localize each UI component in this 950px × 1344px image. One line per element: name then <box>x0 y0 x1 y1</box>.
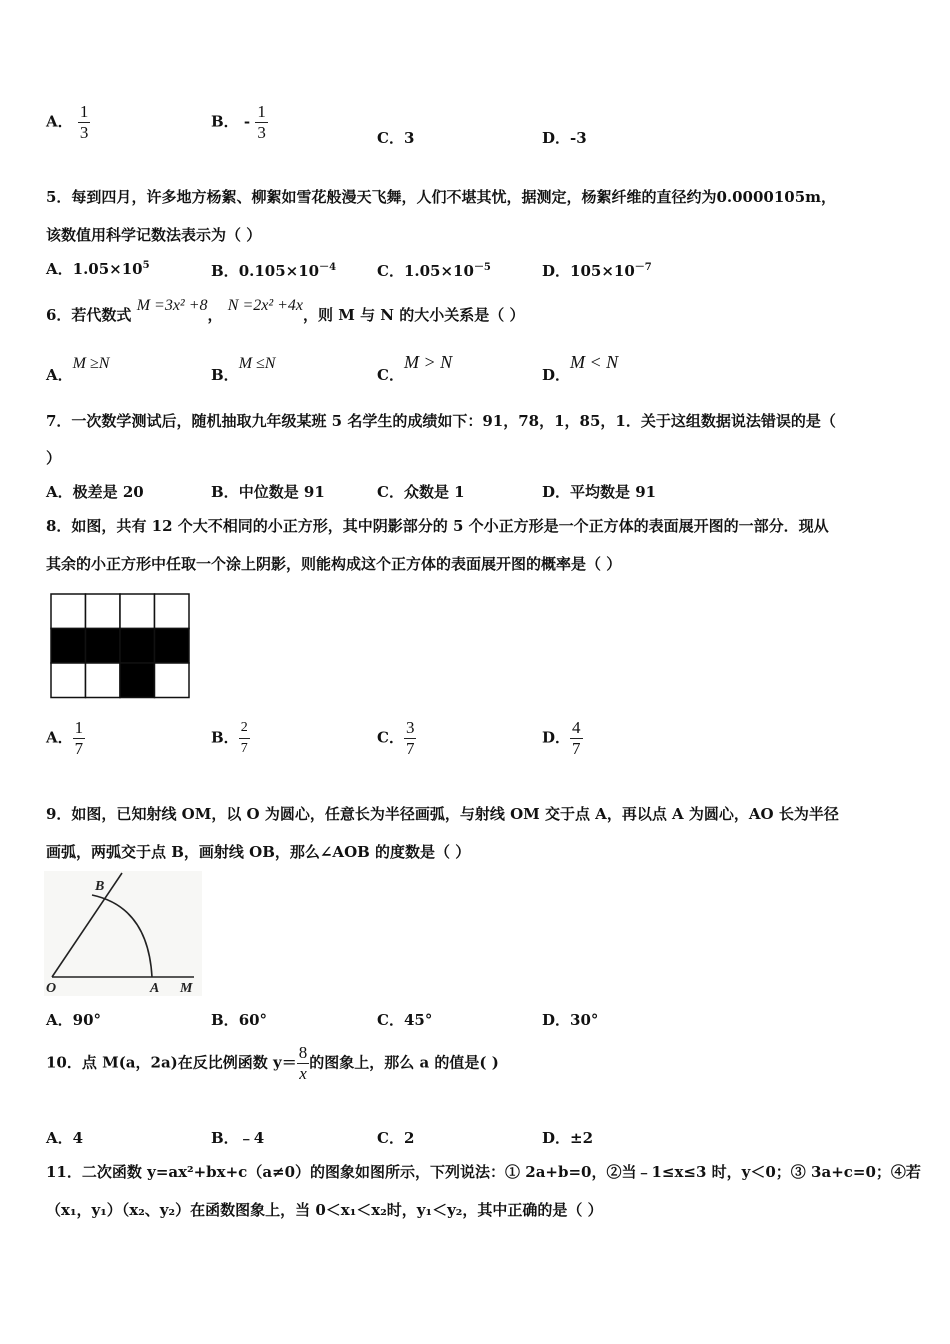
option-letter: D． <box>542 1129 571 1147</box>
denominator: 3 <box>257 123 266 142</box>
option-letter: A． <box>46 1129 73 1147</box>
q10-stem <box>46 1043 499 1084</box>
option-letter: B． <box>211 262 239 280</box>
shaded-square <box>155 629 190 664</box>
fraction <box>297 1043 310 1084</box>
numerator: 3 <box>405 718 415 737</box>
q9-stem-line1: 9．如图，已知射线 OM，以 O 为圆心，任意长为半径画弧，与射线 OM 交于点 A，再以点 A 为圆心，AO 长为半径 <box>46 805 839 823</box>
option-letter: B． <box>211 728 239 747</box>
q5-stem-line1: 5．每到四月，许多地方杨絮、柳絮如雪花般漫天飞舞，人们不堪其忧，据测定，杨絮纤维的直径约为0.0000105m， <box>46 188 837 206</box>
empty-square <box>155 594 190 629</box>
q7-option-b[interactable] <box>211 481 325 502</box>
option-letter: A． <box>46 1011 73 1029</box>
numerator: 1 <box>257 102 266 121</box>
option-letter: C． <box>377 366 404 384</box>
q9-option-a[interactable] <box>46 1009 101 1030</box>
denominator: 7 <box>405 739 415 758</box>
option-text: 60° <box>238 1011 268 1029</box>
fraction <box>78 102 91 143</box>
option-text: 中位数是 91 <box>238 483 325 501</box>
option-text: 众数是 1 <box>403 483 465 501</box>
fraction <box>239 718 250 759</box>
q4-option-a[interactable] <box>46 102 90 143</box>
option-letter: D． <box>542 728 571 747</box>
q4-option-c[interactable] <box>377 127 414 148</box>
option-letter: B． <box>211 1129 239 1147</box>
q5-option-a[interactable] <box>46 258 150 279</box>
comma: ， <box>207 306 223 324</box>
option-expression: M ≤N <box>238 355 276 372</box>
option-text: 3 <box>403 129 415 147</box>
q8-option-c[interactable] <box>377 718 416 759</box>
stem-suffix: 的图象上，那么 a 的值是( ) <box>309 1053 499 1072</box>
q6-stem <box>46 297 525 325</box>
option-letter: C． <box>377 129 404 147</box>
expression-m: M =3x² +8 <box>136 297 208 314</box>
option-text: 30° <box>570 1011 599 1029</box>
empty-square <box>86 663 121 698</box>
option-letter: B． <box>211 112 239 131</box>
numerator: 8 <box>298 1043 308 1062</box>
fraction <box>570 718 583 759</box>
denominator: 7 <box>74 739 84 758</box>
option-text: ﹣4 <box>238 1129 265 1147</box>
q10-option-d[interactable] <box>542 1127 593 1148</box>
q4-option-d[interactable] <box>542 127 587 148</box>
empty-square <box>51 663 86 698</box>
option-text: 4 <box>72 1129 84 1147</box>
shaded-square <box>51 629 86 664</box>
square-grid-figure <box>49 592 192 700</box>
exponent: －4 <box>319 262 337 273</box>
q7-option-d[interactable] <box>542 481 656 502</box>
option-text: 极差是 20 <box>72 483 144 501</box>
q10-option-a[interactable] <box>46 1127 83 1148</box>
q4-option-b[interactable] <box>211 102 268 143</box>
option-text: 45° <box>403 1011 433 1029</box>
fraction <box>255 102 268 143</box>
numerator: 4 <box>572 718 581 737</box>
shaded-square <box>86 629 121 664</box>
option-expression: M < N <box>570 352 619 372</box>
exponent: －7 <box>634 262 652 273</box>
fraction <box>404 718 417 759</box>
exponent: 5 <box>142 260 150 271</box>
q9-option-b[interactable] <box>211 1009 267 1030</box>
option-base: 0.105×10 <box>238 262 320 280</box>
label-b: B <box>95 879 105 894</box>
option-letter: A． <box>46 260 73 278</box>
option-letter: C． <box>377 1011 404 1029</box>
q5-stem-line2: 该数值用科学记数法表示为（ ） <box>46 226 262 244</box>
q7-stem-line2: ） <box>46 449 62 467</box>
label-o: O <box>46 981 57 996</box>
option-base: 1.05×10 <box>403 262 474 280</box>
option-letter: C． <box>377 728 404 747</box>
q8-option-b[interactable] <box>211 718 250 759</box>
option-letter: B． <box>211 366 239 384</box>
q11-stem-line1: 11．二次函数 y=ax²+bx+c（a≠0）的图象如图所示，下列说法：① 2a+b=0，②当﹣1≤x≤3 时，y＜0；③ 3a+c=0；④若 <box>46 1163 921 1181</box>
option-text: -3 <box>570 129 587 147</box>
q6-option-a[interactable] <box>46 355 110 385</box>
q9-option-d[interactable] <box>542 1009 598 1030</box>
q9-stem-line2: 画弧，两弧交于点 B，画射线 OB，那么∠AOB 的度数是（ ） <box>46 843 471 861</box>
stem-prefix: 6．若代数式 <box>46 306 132 324</box>
option-letter: C． <box>377 262 404 280</box>
numerator: 2 <box>240 720 248 735</box>
option-letter: D． <box>542 366 571 384</box>
expression-n: N =2x² +4x <box>227 297 304 314</box>
shaded-square <box>120 663 155 698</box>
option-letter: A． <box>46 112 73 131</box>
label-m: M <box>180 981 193 996</box>
denominator: 7 <box>572 739 581 758</box>
denominator: 3 <box>79 123 89 142</box>
denominator: x <box>297 1063 310 1084</box>
empty-square <box>51 594 86 629</box>
numerator: 1 <box>79 102 89 121</box>
option-base: 105×10 <box>570 262 635 280</box>
q7-option-c[interactable] <box>377 481 465 502</box>
q8-option-d[interactable] <box>542 718 583 759</box>
q10-option-b[interactable] <box>211 1127 264 1148</box>
empty-square <box>120 594 155 629</box>
minus-sign: - <box>243 112 251 131</box>
shaded-square <box>120 629 155 664</box>
q5-option-c[interactable] <box>377 258 491 281</box>
empty-square <box>155 663 190 698</box>
q10-option-c[interactable] <box>377 1127 414 1148</box>
option-letter: B． <box>211 483 239 501</box>
option-expression: M > N <box>403 352 453 372</box>
option-letter: B． <box>211 1011 239 1029</box>
angle-construction-figure <box>44 871 202 996</box>
fraction <box>73 718 86 759</box>
label-a: A <box>150 981 160 996</box>
q8-option-a[interactable] <box>46 718 85 759</box>
option-letter: A． <box>46 366 73 384</box>
q7-stem-line1: 7．一次数学测试后，随机抽取九年级某班 5 名学生的成绩如下：91，78，1，85，1．关于这组数据说法错误的是（ <box>46 412 836 430</box>
option-base: 1.05×10 <box>72 260 143 278</box>
option-expression: M ≥N <box>72 355 110 372</box>
option-letter: C． <box>377 1129 404 1147</box>
denominator: 7 <box>239 738 250 759</box>
option-letter: D． <box>542 483 571 501</box>
q6-option-c[interactable] <box>377 352 453 385</box>
option-letter: D． <box>542 129 571 147</box>
option-letter: D． <box>542 262 571 280</box>
q7-option-a[interactable] <box>46 481 144 502</box>
q8-stem-line2: 其余的小正方形中任取一个涂上阴影，则能构成这个正方体的表面展开图的概率是（ ） <box>46 555 622 573</box>
q5-option-b[interactable] <box>211 258 336 281</box>
numerator: 1 <box>74 718 84 737</box>
exponent: －5 <box>473 262 491 273</box>
stem-prefix: 10．点 M(a，2a)在反比例函数 y＝ <box>46 1053 297 1072</box>
q5-option-d[interactable] <box>542 258 652 281</box>
option-text: 90° <box>72 1011 102 1029</box>
option-letter: D． <box>542 1011 571 1029</box>
option-letter: A． <box>46 483 73 501</box>
q9-option-c[interactable] <box>377 1009 432 1030</box>
option-letter: A． <box>46 728 73 747</box>
q6-option-d[interactable] <box>542 352 619 385</box>
option-text: 2 <box>403 1129 415 1147</box>
option-text: 平均数是 91 <box>570 483 657 501</box>
q8-stem-line1: 8．如图，共有 12 个大不相同的小正方形，其中阴影部分的 5 个小正方形是一个正方体的表面展开图的一部分．现从 <box>46 517 829 535</box>
stem-suffix: ，则 M 与 N 的大小关系是（ ） <box>303 306 525 324</box>
option-letter: C． <box>377 483 404 501</box>
q11-stem-line2: （x₁，y₁）（x₂、y₂）在函数图象上，当 0＜x₁＜x₂时，y₁＜y₂，其中正确的是（ ） <box>46 1201 603 1219</box>
empty-square <box>86 594 121 629</box>
q6-option-b[interactable] <box>211 355 276 385</box>
option-text: ±2 <box>570 1129 594 1147</box>
